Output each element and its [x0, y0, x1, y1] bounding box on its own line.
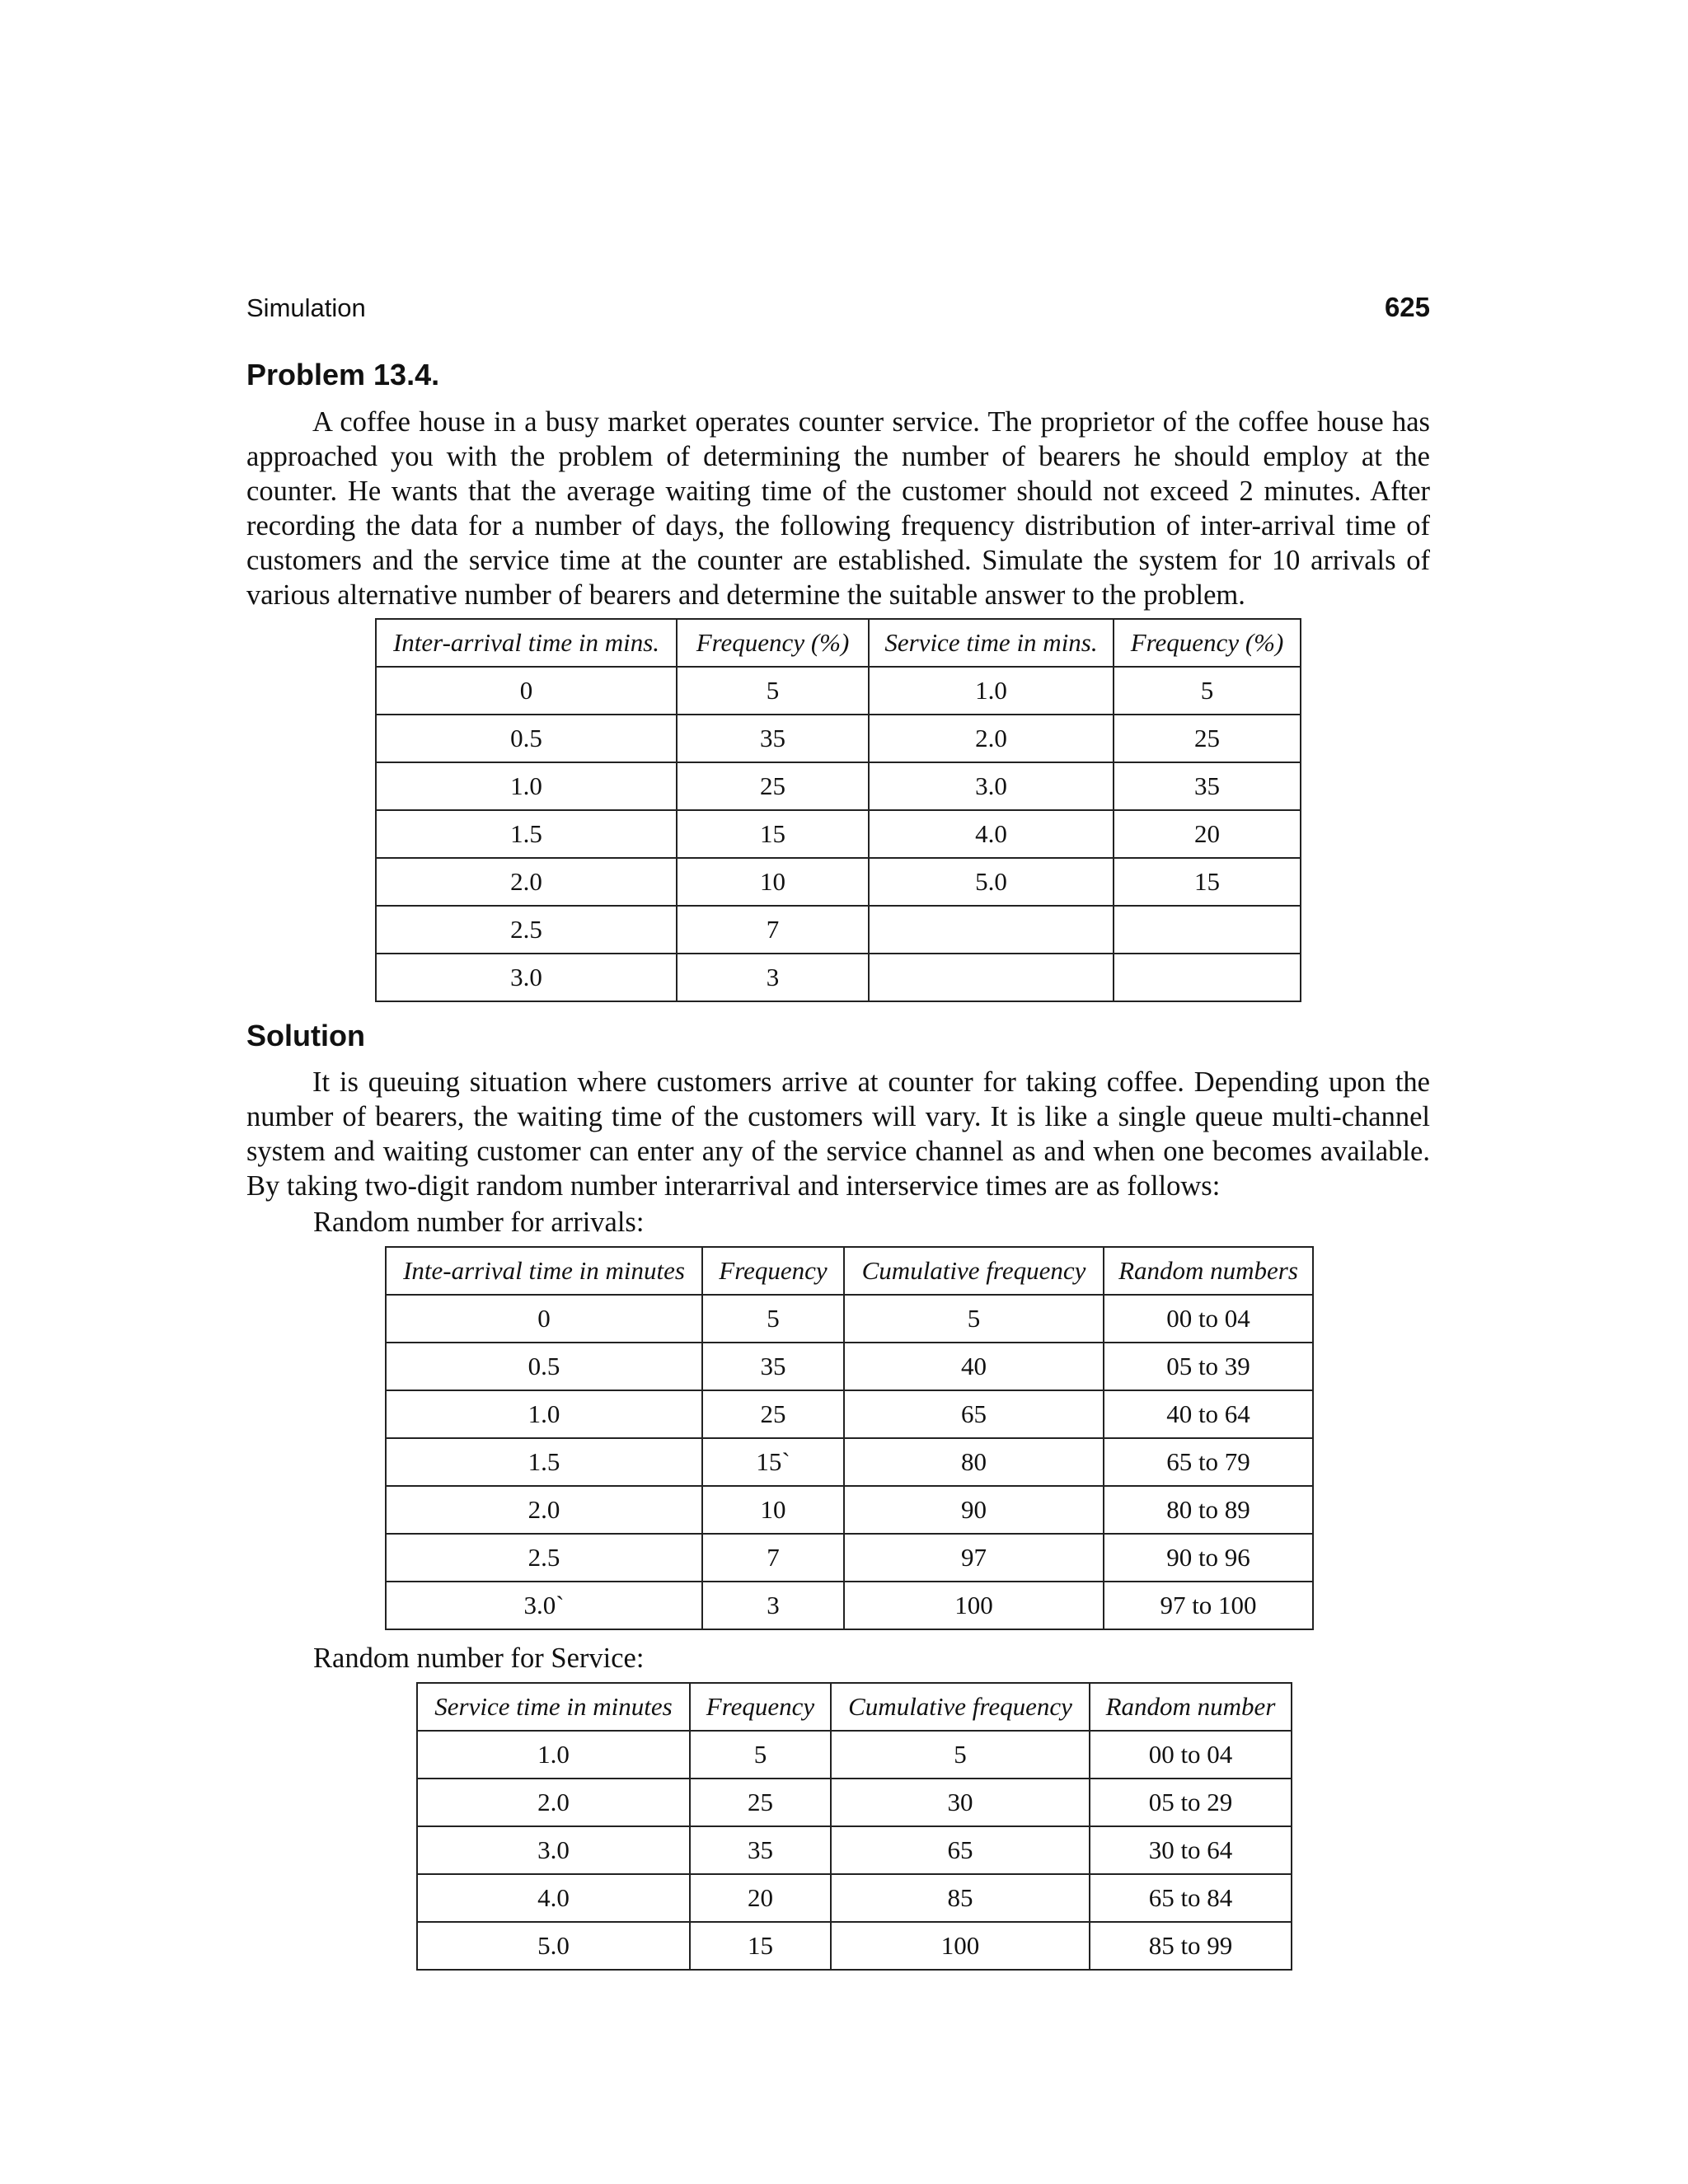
table-cell: 65 to 84	[1090, 1874, 1292, 1922]
table-cell: 0.5	[386, 1343, 702, 1390]
table-cell: 20	[690, 1874, 831, 1922]
column-header: Frequency	[702, 1247, 844, 1295]
table-cell: 4.0	[869, 810, 1114, 858]
table-cell: 5	[1114, 667, 1301, 715]
table-cell: 5	[831, 1731, 1090, 1779]
table-cell: 100	[844, 1582, 1104, 1629]
table-cell: 2.0	[376, 858, 677, 906]
table-cell: 0	[376, 667, 677, 715]
table-cell: 25	[702, 1390, 844, 1438]
table-cell: 1.0	[869, 667, 1114, 715]
table-cell: 1.5	[376, 810, 677, 858]
arrivals-random-number-table	[385, 1246, 1314, 1630]
table-cell: 90 to 96	[1104, 1534, 1313, 1582]
table-cell: 5	[690, 1731, 831, 1779]
solution-paragraph: It is queuing situation where customers arrive at counter for taking coffee. Depending upon the number of bearers, the waiting time of the customers will vary. It is like a single queue multi-channel system and waiting customer can enter any of the service channel as and when one becomes available. By taking two-digit random number interarrival and interservice times are as follows:	[246, 1066, 1430, 1202]
table-cell: 15	[690, 1922, 831, 1970]
table-cell: 35	[1114, 762, 1301, 810]
table-cell: 00 to 04	[1090, 1731, 1292, 1779]
table-cell: 4.0	[417, 1874, 690, 1922]
table-row	[386, 1534, 1313, 1582]
table-cell: 1.0	[417, 1731, 690, 1779]
service-caption: Random number for Service:	[313, 1643, 645, 1674]
table-cell: 25	[690, 1779, 831, 1826]
column-header: Random number	[1090, 1683, 1292, 1731]
table-cell: 2.0	[869, 715, 1114, 762]
table-cell: 1.0	[376, 762, 677, 810]
table-cell: 3.0	[869, 762, 1114, 810]
column-header: Inte-arrival time in minutes	[386, 1247, 702, 1295]
table-cell: 35	[690, 1826, 831, 1874]
running-head	[246, 288, 1430, 330]
table-cell: 2.0	[386, 1486, 702, 1534]
table-row	[376, 667, 1301, 715]
table-cell: 40	[844, 1343, 1104, 1390]
table-cell: 00 to 04	[1104, 1295, 1313, 1343]
table-cell: 30 to 64	[1090, 1826, 1292, 1874]
table-row	[417, 1922, 1292, 1970]
table-cell: 7	[677, 906, 869, 954]
arrivals-caption: Random number for arrivals:	[313, 1207, 645, 1238]
table-header-row	[417, 1683, 1292, 1731]
table-cell: 25	[1114, 715, 1301, 762]
table-row	[417, 1874, 1292, 1922]
table-cell: 10	[677, 858, 869, 906]
table-row	[376, 858, 1301, 906]
table-header-row	[376, 619, 1301, 667]
table-cell: 0.5	[376, 715, 677, 762]
table-cell: 65	[844, 1390, 1104, 1438]
column-header: Service time in minutes	[417, 1683, 690, 1731]
service-random-number-table	[416, 1682, 1292, 1971]
table-row	[417, 1826, 1292, 1874]
column-header: Random numbers	[1104, 1247, 1313, 1295]
table-cell	[1114, 954, 1301, 1001]
table-cell: 1.0	[386, 1390, 702, 1438]
table-cell: 15	[1114, 858, 1301, 906]
table-row	[386, 1438, 1313, 1486]
table-row	[386, 1343, 1313, 1390]
running-title: Simulation	[246, 293, 366, 322]
table-cell: 30	[831, 1779, 1090, 1826]
table-cell: 2.0	[417, 1779, 690, 1826]
table-cell: 2.5	[376, 906, 677, 954]
table-cell: 20	[1114, 810, 1301, 858]
table-cell: 5	[844, 1295, 1104, 1343]
problem-heading: Problem 13.4.	[246, 358, 440, 391]
table-cell: 80 to 89	[1104, 1486, 1313, 1534]
table-cell: 35	[702, 1343, 844, 1390]
table-cell: 85	[831, 1874, 1090, 1922]
table-cell: 65 to 79	[1104, 1438, 1313, 1486]
table-cell: 3	[677, 954, 869, 1001]
table-cell: 3.0	[417, 1826, 690, 1874]
table-cell: 1.5	[386, 1438, 702, 1486]
table-row	[386, 1295, 1313, 1343]
table-cell: 10	[702, 1486, 844, 1534]
table-cell: 5	[702, 1295, 844, 1343]
table-cell: 100	[831, 1922, 1090, 1970]
table-cell: 85 to 99	[1090, 1922, 1292, 1970]
table-cell: 7	[702, 1534, 844, 1582]
column-header: Inter-arrival time in mins.	[376, 619, 677, 667]
column-header: Frequency	[690, 1683, 831, 1731]
column-header: Frequency (%)	[1114, 619, 1301, 667]
table-row	[386, 1582, 1313, 1629]
table-cell: 05 to 39	[1104, 1343, 1313, 1390]
table-cell: 15`	[702, 1438, 844, 1486]
table-row	[386, 1486, 1313, 1534]
column-header: Cumulative frequency	[844, 1247, 1104, 1295]
table-cell: 40 to 64	[1104, 1390, 1313, 1438]
table-cell: 3	[702, 1582, 844, 1629]
column-header: Service time in mins.	[869, 619, 1114, 667]
table-row	[376, 762, 1301, 810]
table-row	[376, 906, 1301, 954]
table-cell: 35	[677, 715, 869, 762]
table-row	[376, 954, 1301, 1001]
table-cell: 90	[844, 1486, 1104, 1534]
problem-paragraph: A coffee house in a busy market operates counter service. The proprietor of the coffee house has approached you with the problem of determining the number of bearers he should employ at the counter. He wants that the average waiting time of the customer should not exceed 2 minutes. After recording the data for a number of days, the following frequency distribution of inter-arrival time of customers and the service time at the counter are established. Simulate the system for 10 arrivals of various alternative number of bearers and determine the suitable answer to the problem.	[246, 406, 1430, 611]
table-cell: 5.0	[417, 1922, 690, 1970]
table-cell: 3.0	[376, 954, 677, 1001]
table-row	[417, 1779, 1292, 1826]
table-cell: 97	[844, 1534, 1104, 1582]
table-cell	[869, 906, 1114, 954]
table-header-row	[386, 1247, 1313, 1295]
table-row	[386, 1390, 1313, 1438]
table-cell	[1114, 906, 1301, 954]
table-row	[376, 715, 1301, 762]
table-row	[376, 810, 1301, 858]
table-cell: 5.0	[869, 858, 1114, 906]
solution-heading: Solution	[246, 1019, 365, 1052]
column-header: Frequency (%)	[677, 619, 869, 667]
table-cell	[869, 954, 1114, 1001]
table-cell: 3.0`	[386, 1582, 702, 1629]
table-row	[417, 1731, 1292, 1779]
table-cell: 97 to 100	[1104, 1582, 1313, 1629]
table-cell: 5	[677, 667, 869, 715]
table-cell: 80	[844, 1438, 1104, 1486]
table-cell: 2.5	[386, 1534, 702, 1582]
distribution-table	[375, 618, 1301, 1002]
table-cell: 05 to 29	[1090, 1779, 1292, 1826]
column-header: Cumulative frequency	[831, 1683, 1090, 1731]
table-cell: 65	[831, 1826, 1090, 1874]
page-number: 625	[1384, 292, 1430, 322]
table-cell: 15	[677, 810, 869, 858]
table-cell: 25	[677, 762, 869, 810]
table-cell: 0	[386, 1295, 702, 1343]
